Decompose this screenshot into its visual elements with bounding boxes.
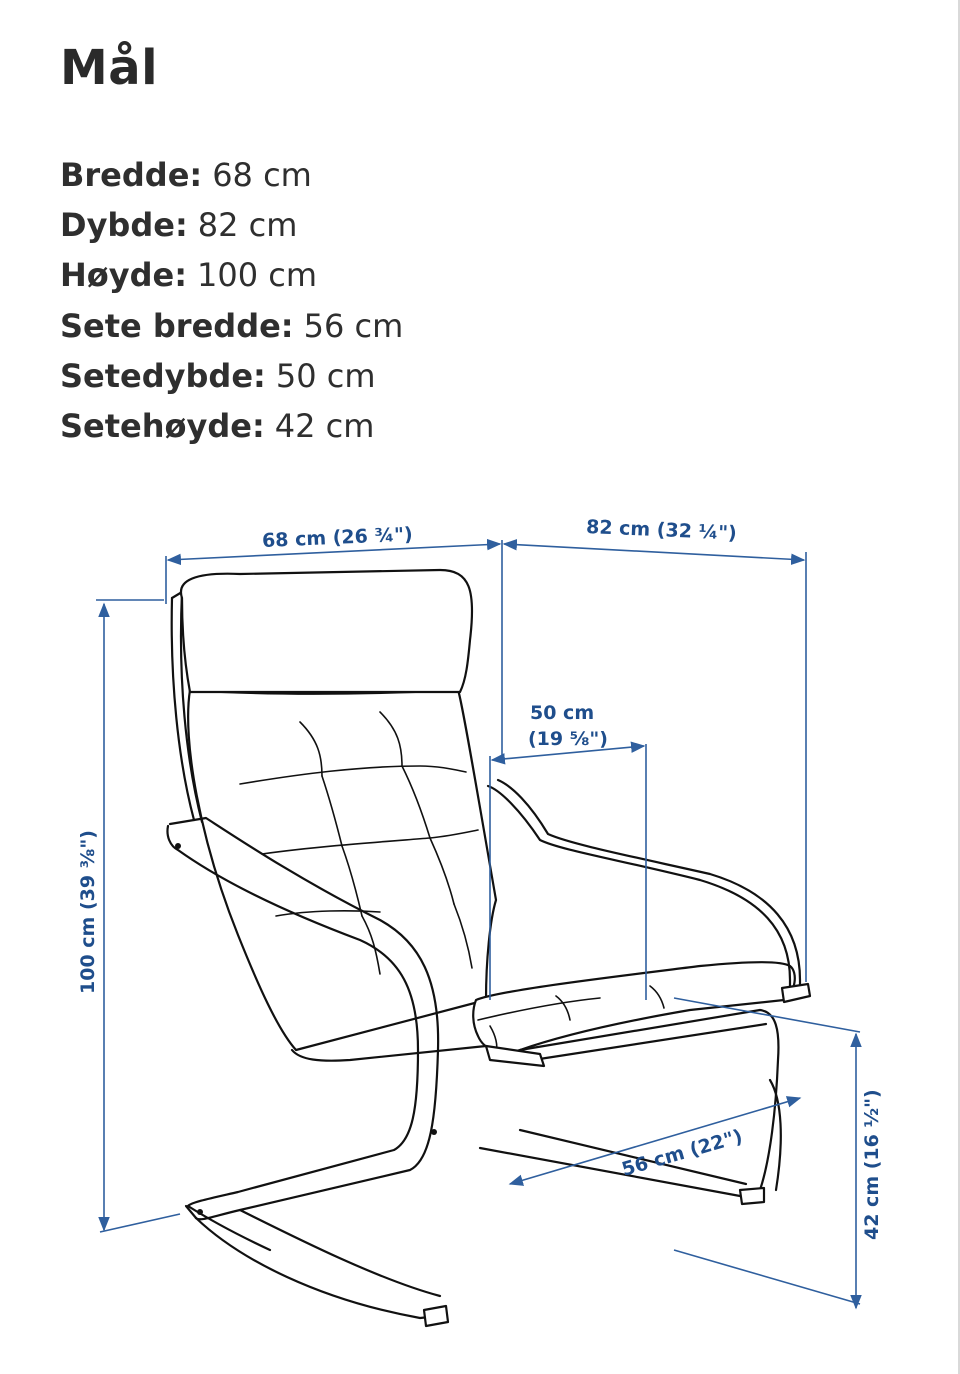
seat-width-label: 56 cm (22") — [619, 1125, 745, 1181]
chair-illustration — [167, 570, 810, 1326]
spec-label: Høyde: — [60, 256, 188, 295]
spec-label: Sete bredde: — [60, 306, 294, 345]
height-dimension — [77, 600, 180, 1232]
spec-value: 82 cm — [197, 206, 298, 245]
spec-label: Setehøyde: — [60, 407, 265, 446]
spec-value: 68 cm — [212, 156, 312, 194]
spec-row-seat-height — [60, 401, 403, 451]
depth-label: 82 cm (32 ¼") — [585, 515, 738, 545]
spec-value: 50 cm — [275, 356, 376, 395]
spec-row-seat-depth — [60, 351, 403, 401]
seat-depth-label-in: (19 ⅝") — [528, 728, 608, 750]
spec-label: Dybde: — [60, 206, 188, 245]
bolt-dot — [175, 843, 181, 849]
spec-row-width — [60, 150, 403, 200]
spec-row-depth — [60, 200, 403, 250]
seat-depth-dimension — [490, 702, 646, 1000]
bolt-dot — [431, 1129, 437, 1135]
spec-label: Setedybde: — [60, 356, 266, 395]
spec-value: 42 cm — [274, 407, 375, 446]
seat-height-label: 42 cm (16 ½") — [861, 1089, 883, 1240]
chair-dimension-diagram — [0, 480, 960, 1374]
page-title: Mål — [60, 40, 159, 96]
width-label: 68 cm (26 ¾") — [261, 523, 414, 553]
seat-depth-label-cm: 50 cm — [530, 702, 595, 724]
bolt-dot — [197, 1209, 203, 1215]
spec-value: 56 cm — [303, 306, 404, 345]
spec-label: Bredde: — [60, 156, 203, 194]
spec-row-height — [60, 250, 403, 300]
height-label: 100 cm (39 ⅜") — [77, 830, 99, 994]
spec-value: 100 cm — [197, 256, 318, 295]
dimension-spec-list — [60, 150, 403, 451]
spec-row-seat-width — [60, 301, 403, 351]
